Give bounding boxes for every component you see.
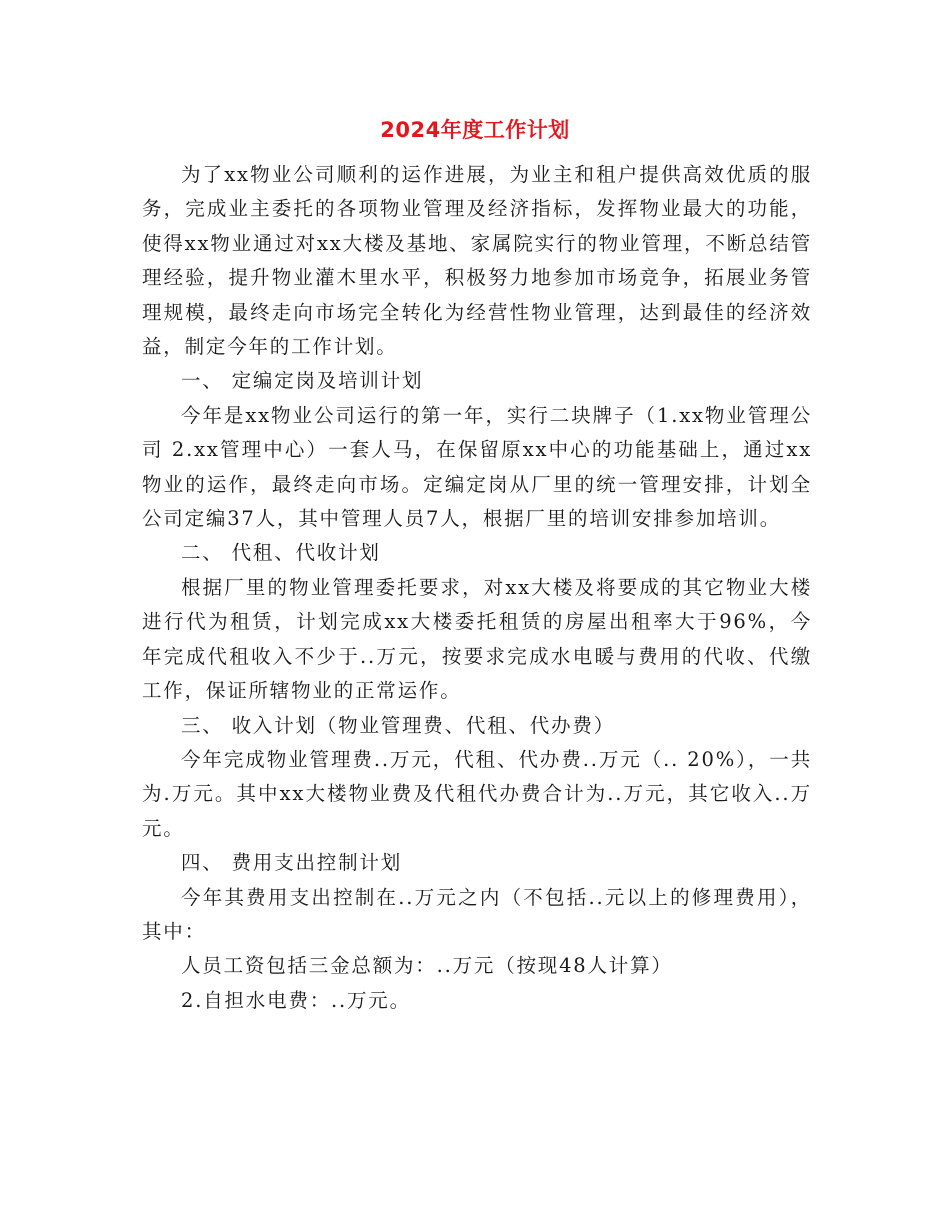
section-heading-3: 三、 收入计划（物业管理费、代租、代办费） <box>181 713 615 737</box>
list-item-utilities: 2.自担水电费：..万元。 <box>181 988 411 1012</box>
intro-paragraph: 为了xx物业公司顺利的运作进展，为业主和租户提供高效优质的服务，完成业主委托的各项物业管理及经济指标，发挥物业最大的功能，使得xx物业通过对xx大楼及基地、家属院实行的物业管理，不断总结管理经验，提升物业灌木里水平，积极努力地参加市场竞争，拓展业务管理规模，最终走向市场完全转化为经营性物业管理，达到最佳的经济效益，制定今年的工作计划。 <box>142 163 812 359</box>
list-item-salary: 人员工资包括三金总额为：..万元（按现48人计算） <box>181 954 673 978</box>
section-heading-4: 四、 费用支出控制计划 <box>181 851 402 875</box>
section-heading-2: 二、 代租、代收计划 <box>181 541 381 565</box>
section-1-paragraph: 今年是xx物业公司运行的第一年，实行二块牌子（1.xx物业管理公司 2.xx管理中心）一套人马，在保留原xx中心的功能基础上，通过xx物业的运作，最终走向市场。定编定岗从厂里的统一管理安排，计划全公司定编37人，其中管理人员7人，根据厂里的培训安排参加培训。 <box>142 403 812 531</box>
document-body <box>142 158 812 1018</box>
section-2-paragraph: 根据厂里的物业管理委托要求，对xx大楼及将要成的其它物业大楼进行代为租赁，计划完成xx大楼委托租赁的房屋出租率大于96%，今年完成代租收入不少于..万元，按要求完成水电暖与费用的代收、代缴工作，保证所辖物业的正常运作。 <box>142 575 812 703</box>
section-heading-1: 一、 定编定岗及培训计划 <box>181 369 424 393</box>
section-3-paragraph: 今年完成物业管理费..万元，代租、代办费..万元（.. 20%），一共为.万元。其中xx大楼物业费及代租代办费合计为..万元，其它收入..万元。 <box>142 747 812 840</box>
section-4-paragraph: 今年其费用支出控制在..万元之内（不包括..元以上的修理费用），其中： <box>142 885 812 943</box>
document-title: 2024年度工作计划 <box>380 118 570 142</box>
